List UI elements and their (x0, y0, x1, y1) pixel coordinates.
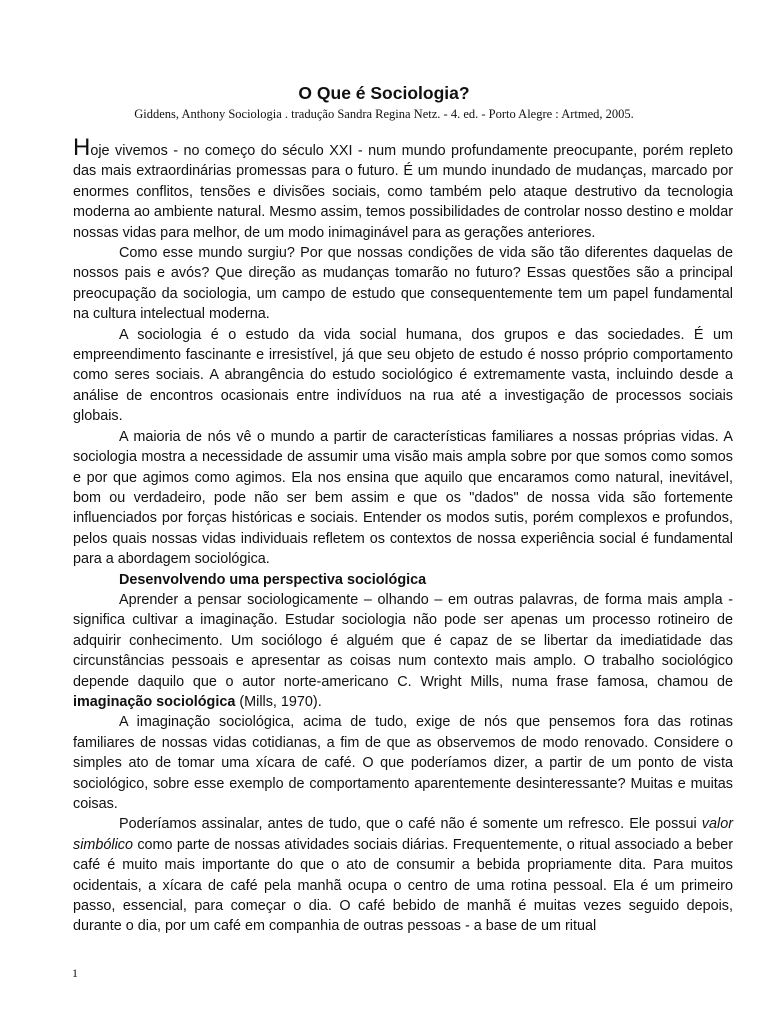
drop-cap: H (73, 134, 91, 161)
body-text (73, 134, 733, 937)
paragraph-5-text-b: (Mills, 1970). (235, 693, 322, 710)
emphasis-term: valor simbólico (73, 816, 733, 853)
paragraph-5-text-a: Aprender a pensar sociologicamente – olhando – em outras palavras, de forma mais ampla - significa cultivar a imaginação. Estudar sociologia não pode ser apenas um processo rotineiro de adquirir conhecimento. Um sociólogo é alguém que é capaz de se libertar da imediatidade das circunstâncias pessoais e apresentar as coisas num contexto mais amplo. O trabalho sociológico depende daquilo que o autor norte-americano C. Wright Mills, numa frase famosa, chamou de (73, 591, 733, 690)
key-term: imaginação sociológica (73, 693, 236, 710)
paragraph-7 (73, 814, 733, 936)
page-number: 1 (72, 966, 78, 980)
paragraph-7-text-a: Poderíamos assinalar, antes de tudo, que o café não é somente um refresco. Ele possui (119, 816, 702, 833)
section-heading: Desenvolvendo uma perspectiva sociológica (119, 571, 427, 588)
paragraph-7-text-b: como parte de nossas atividades sociais diárias. Frequentemente, o ritual associado a beber café é muito mais importante do que o ato de consumir a bebida propriamente dita. Para muitos ocidentais, a xícara de café pela manhã ocupa o centro de uma rotina pessoal. Ela é um primeiro passo, essencial, para começar o dia. O café bebido de manhã é muitas vezes seguido depois, durante o dia, por um café em companhia de outras pessoas - a base de um ritual (73, 836, 733, 935)
citation: Giddens, Anthony Sociologia . tradução Sandra Regina Netz. - 4. ed. - Porto Alegre : Artmed, 2005. (134, 107, 634, 121)
paragraph-5 (73, 590, 733, 712)
paragraph-1 (73, 134, 733, 243)
paragraph-1-text: oje vivemos - no começo do século XXI - num mundo profundamente preocupante, porém repleto das mais extraordinárias promessas para o futuro. É um mundo inundado de mudanças, marcado por enormes conflitos, tensões e divisões sociais, como também pelo ataque destrutivo da tecnologia moderna ao ambiente natural. Mesmo assim, temos possibilidades de controlar nosso destino e moldar nossas vidas para melhor, de um modo inimaginável para as gerações anteriores. (73, 143, 733, 241)
paragraph-2: Como esse mundo surgiu? Por que nossas condições de vida são tão diferentes daquelas de nossos pais e avós? Que direção as mudanças tomarão no futuro? Essas questões são a principal preocupação da sociologia, um campo de estudo que consequentemente tem um papel fundamental na cultura intelectual moderna. (73, 245, 733, 323)
page-title: O Que é Sociologia? (298, 83, 470, 103)
paragraph-4: A maioria de nós vê o mundo a partir de características familiares a nossas próprias vidas. A sociologia mostra a necessidade de assumir uma visão mais ampla sobre por que somos como somos e por que agimos como agimos. Ela nos ensina que aquilo que encaramos como natural, inevitável, bom ou verdadeiro, pode não ser bem assim e que os "dados" de nossa vida são fortemente influenciados por forças históricas e sociais. Entender os modos sutis, porém complexos e profundos, pelos quais nossas vidas individuais refletem os contextos de nossa experiência social é fundamental para a abordagem sociológica. (73, 428, 733, 568)
paragraph-6: A imaginação sociológica, acima de tudo, exige de nós que pensemos fora das rotinas familiares de nossas vidas cotidianas, a fim de que as observemos de modo renovado. Considere o simples ato de tomar uma xícara de café. O que poderíamos dizer, a partir de um ponto de vista sociológico, sobre esse exemplo de comportamento aparentemente desinteressante? Muitas e muitas coisas. (73, 714, 733, 812)
paragraph-3: A sociologia é o estudo da vida social humana, dos grupos e das sociedades. É um empreendimento fascinante e irresistível, já que seu objeto de estudo é nosso próprio comportamento como seres sociais. A abrangência do estudo sociológico é extremamente vasta, incluindo desde a análise de encontros ocasionais entre indivíduos na rua até a investigação de processos sociais globais. (73, 326, 733, 425)
